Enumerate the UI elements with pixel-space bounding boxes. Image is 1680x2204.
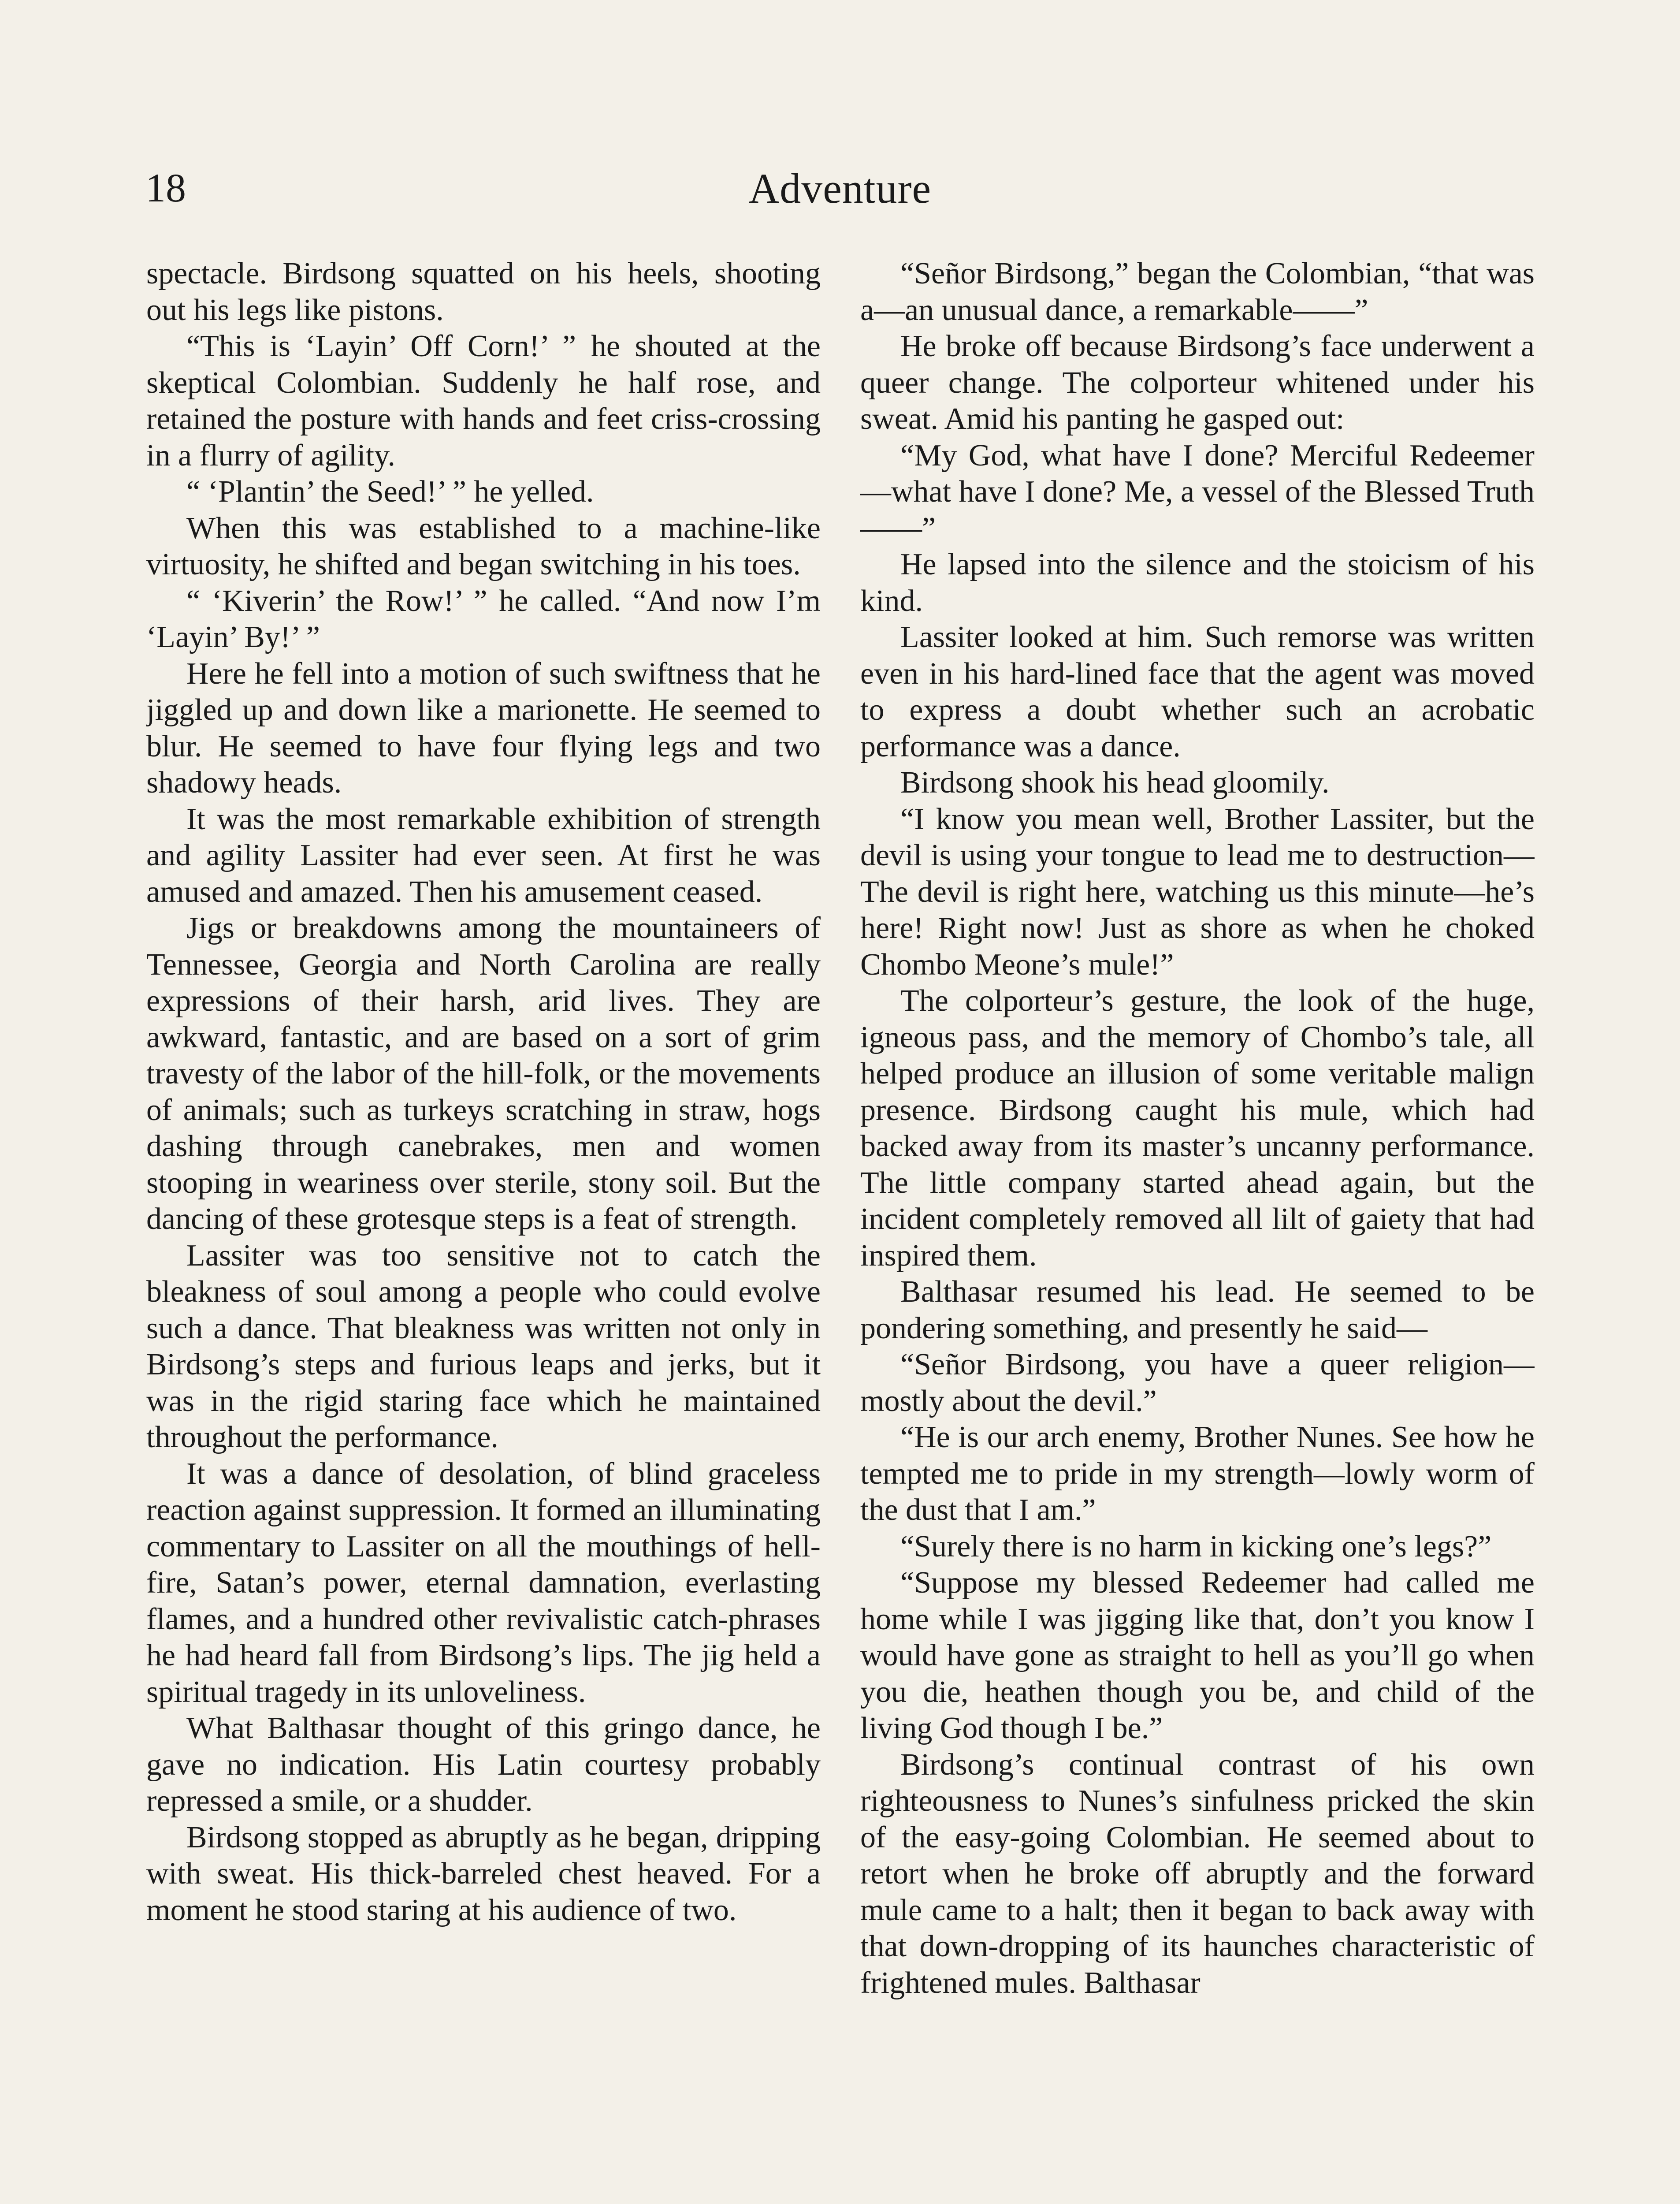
paragraph: “He is our arch enemy, Brother Nunes. See how he tempted me to pride in my strength—lowly worm of the dust that I am.” xyxy=(860,1420,1535,1527)
paragraph: “Señor Birdsong, you have a queer religion—mostly about the devil.” xyxy=(860,1348,1535,1418)
paragraph: spectacle. Birdsong squatted on his heels, shooting out his legs like pistons. xyxy=(146,257,821,327)
paragraph: “ ‘Plantin’ the Seed!’ ” he yelled. xyxy=(186,475,594,509)
paragraph: “ ‘Kiverin’ the Row!’ ” he called. “And now I’m ‘Layin’ By!’ ” xyxy=(146,584,821,654)
paragraph: When this was established to a machine-like virtuosity, he shifted and began switching in his toes. xyxy=(146,511,821,581)
paragraph: “This is ‘Layin’ Off Corn!’ ” he shouted at the skeptical Colombian. Suddenly he half rose, and retained the posture with hands and feet criss-crossing in a flurry of agility. xyxy=(146,329,821,473)
paragraph: What Balthasar thought of this gringo dance, he gave no indication. His Latin courtesy probably repressed a smile, or a shudder. xyxy=(146,1711,821,1818)
paragraph: Lassiter was too sensitive not to catch the bleakness of soul among a people who could evolve such a dance. That bleakness was written not only in Birdsong’s steps and furious leaps and jerks, but it was in the rigid staring face which he maintained throughout the performance. xyxy=(146,1238,821,1454)
paragraph: He lapsed into the silence and the stoicism of his kind. xyxy=(860,547,1535,618)
paragraph: “I know you mean well, Brother Lassiter, but the devil is using your tongue to lead me to destruction—The devil is right here, watching us this minute—he’s here! Right now! Just as shore as when he choked Chombo Meone’s mule!” xyxy=(860,802,1535,982)
right-column xyxy=(860,256,1535,2204)
paragraph: “Surely there is no harm in kicking one’s legs?” xyxy=(900,1529,1492,1564)
paragraph: “My God, what have I done? Merciful Redeemer—what have I done? Me, a vessel of the Blessed Truth——” xyxy=(860,438,1535,545)
paragraph: Balthasar resumed his lead. He seemed to be pondering something, and presently he said— xyxy=(860,1275,1535,1345)
paragraph: Lassiter looked at him. Such remorse was written even in his hard-lined face that the agent was moved to express a doubt whether such an acrobatic performance was a dance. xyxy=(860,620,1535,763)
paragraph: “Señor Birdsong,” began the Colombian, “that was a—an unusual dance, a remarkable——” xyxy=(860,257,1535,327)
running-head: Adventure xyxy=(748,165,932,212)
paragraph: “Suppose my blessed Redeemer had called me home while I was jigging like that, don’t you know I would have gone as straight to hell as you’ll go when you die, heathen though you be, and child of the living God though I be.” xyxy=(860,1566,1535,1745)
paragraph: He broke off because Birdsong’s face underwent a queer change. The colporteur whitened under his sweat. Amid his panting he gasped out: xyxy=(860,329,1535,436)
paragraph: Jigs or breakdowns among the mountaineers of Tennessee, Georgia and North Carolina are really expressions of their harsh, arid lives. They are awkward, fantastic, and are based on a sort of grim travesty of the labor of the hill-folk, or the movements of animals; such as turkeys scratching in straw, hogs dashing through canebrakes, men and women stooping in weariness over sterile, stony soil. But the dancing of these grotesque steps is a feat of strength. xyxy=(146,911,821,1236)
paragraph: It was the most remarkable exhibition of strength and agility Lassiter had ever seen. At first he was amused and amazed. Then his amusement ceased. xyxy=(146,802,821,909)
paragraph: It was a dance of desolation, of blind graceless reaction against suppression. It formed an illuminating commentary to Lassiter on all the mouthings of hell-fire, Satan’s power, eternal damnation, everlasting flames, and a hundred other revivalistic catch-phrases he had heard fall from Birdsong’s lips. The jig held a spiritual tragedy in its unloveliness. xyxy=(146,1456,821,1709)
paragraph: The colporteur’s gesture, the look of the huge, igneous pass, and the memory of Chombo’s tale, all helped produce an illusion of some veritable malign presence. Birdsong caught his mule, which had backed away from its master’s uncanny performance. The little company started ahead again, but the incident completely removed all lilt of gaiety that had inspired them. xyxy=(860,984,1535,1273)
left-column xyxy=(146,256,821,2204)
paragraph: Here he fell into a motion of such swiftness that he jiggled up and down like a marionette. He seemed to blur. He seemed to have four flying legs and two shadowy heads. xyxy=(146,656,821,800)
paragraph: Birdsong stopped as abruptly as he began, dripping with sweat. His thick-barreled chest heaved. For a moment he stood staring at his audience of two. xyxy=(146,1820,821,1927)
page-number: 18 xyxy=(145,165,186,210)
paragraph: Birdsong shook his head gloomily. xyxy=(900,766,1330,800)
paragraph: Birdsong’s continual contrast of his own righteousness to Nunes’s sinfulness pricked the skin of the easy-going Colombian. He seemed about to retort when he broke off abruptly and the forward mule came to a halt; then it began to back away with that down-dropping of its haunches characteristic of frightened mules. Balthasar xyxy=(860,1747,1535,2000)
